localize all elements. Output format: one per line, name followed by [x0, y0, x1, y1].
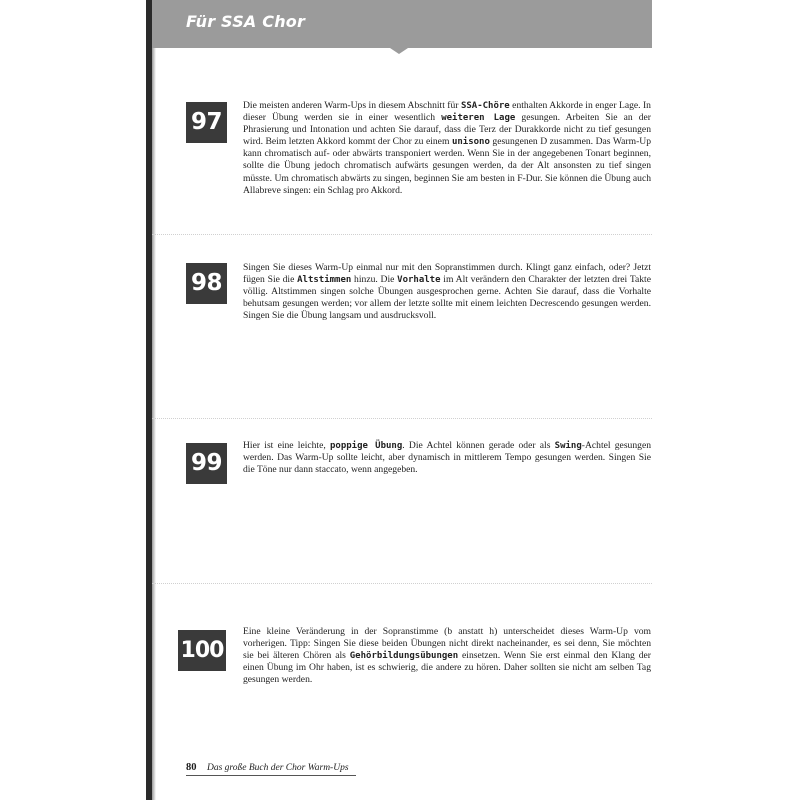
exercise-text-98: [243, 262, 651, 322]
page-number: 80: [186, 762, 197, 773]
bold-term: Altstimmen: [297, 275, 352, 286]
text-segment: gesungenen D zusammen. Das Warm-Up kann chromatisch auf- oder abwärts transponiert werden. Wenn Sie in der angegebenen Tonart beginnen, sollte die Übung jedoch chromatisch aufwärts gesungen werden, da der Alt ansonsten zu tief singen müsste. Um chromatisch abwärts zu singen, beginnen Sie am besten in F-Dur. Sie können die Übung auch Allabreve singen: ein Schlag pro Akkord.: [243, 136, 651, 196]
exercise-text-99: [243, 440, 651, 476]
bold-term: unisono: [451, 137, 490, 148]
exercise-number-99: 99: [186, 443, 227, 484]
exercise-text-97: [243, 100, 651, 197]
text-segment: einsetzen. Wenn Sie erst einmal den Klang der einen Übung im Ohr haben, ist es schwierig, die andere zu hören. Daher sollten sie nicht am selben Tag gesungen werden.: [243, 650, 651, 686]
book-title: Das große Buch der Chor Warm-Ups: [207, 763, 349, 773]
text-segment: enthalten Akkorde in enger Lage. In dieser Übung werden sie in einer wesentlich: [243, 100, 651, 124]
bold-term: SSA-Chöre: [460, 101, 510, 111]
bold-term: Vorhalte: [397, 275, 441, 286]
text-segment: im Alt verändern den Charakter der letzten drei Takte völlig. Altstimmen singen solche Übungen ausgesprochen gerne. Achten Sie darauf, dass die Vorhalte behutsam gesungen werden; vor allem der letzte sollte mit einem leichten Decrescendo gesungen werden. Singen Sie die Übung langsam und ausdrucksvoll.: [243, 274, 651, 322]
spine-shadow: [152, 0, 156, 800]
text-segment: . Die Achtel können gerade oder als: [402, 440, 555, 451]
bold-term: poppige Übung: [329, 441, 403, 451]
footer-rule: [186, 775, 356, 776]
bold-term: weiteren Lage: [441, 113, 516, 124]
text-segment: Eine kleine Veränderung in der Sopranstimme (b anstatt h) unterscheidet dieses Warm-Up vom vorherigen. Tipp: Singen Sie diese beiden Übungen nicht direkt nacheinander, es sei denn, Sie möchten sie bei älteren Chören als: [243, 626, 651, 662]
text-segment: Die meisten anderen Warm-Ups in diesem Abschnitt für: [243, 100, 461, 111]
text-segment: -Achtel gesungen werden. Das Warm-Up sollte leicht, aber dynamisch in mittlerem Tempo gesungen werden. Singen Sie die Töne nur dann staccato, wenn angegeben.: [243, 440, 651, 476]
text-segment: gesungen. Arbeiten Sie an der Phrasierung und Intonation und achten Sie darauf, dass die Terz der Durakkorde nicht zu tief gesungen wird. Beim letzten Akkord kommt der Chor zu einem: [243, 112, 651, 148]
exercise-number-100: 100: [178, 630, 226, 671]
exercise-text-100: [243, 626, 651, 686]
exercise-number-98: 98: [186, 263, 227, 304]
text-segment: hinzu. Die: [351, 274, 398, 286]
section-divider: [152, 583, 652, 584]
section-divider: [152, 418, 652, 419]
bold-term: Swing: [554, 441, 582, 451]
bold-term: Gehörbildungsübungen: [349, 651, 459, 662]
text-segment: Hier ist eine leichte,: [243, 440, 330, 451]
section-divider: [152, 234, 652, 235]
text-segment: Singen Sie dieses Warm-Up einmal nur mit den Sopranstimmen durch. Klingt ganz einfach, oder? Jetzt fügen Sie die: [243, 262, 651, 286]
exercise-number-97: 97: [186, 102, 227, 143]
section-title: Für SSA Chor: [186, 12, 306, 31]
